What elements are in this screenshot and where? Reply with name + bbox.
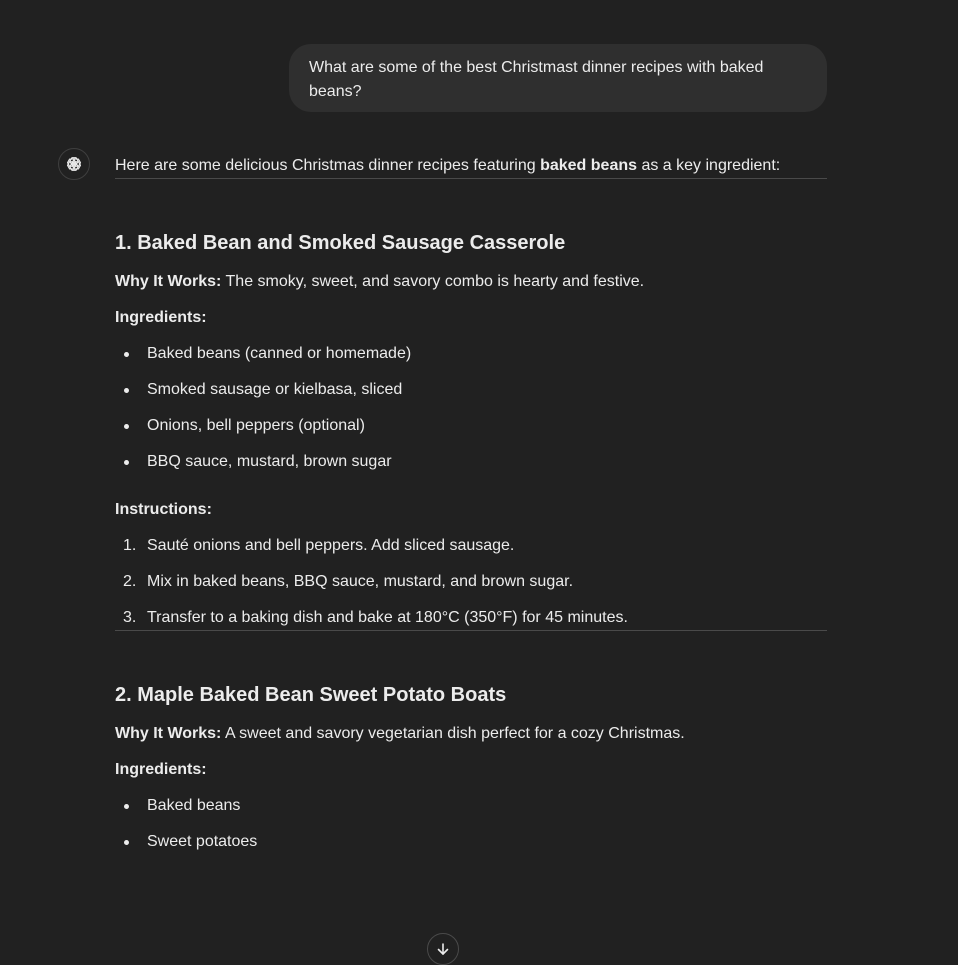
ingredient-item: Sweet potatoes [115,830,827,854]
arrow-down-icon [435,941,451,957]
step-text: Mix in baked beans, BBQ sauce, mustard, and brown sugar. [147,573,574,590]
instructions-list [115,534,827,630]
response-intro [115,154,827,178]
intro-text-bold: baked beans [540,157,638,174]
section-divider [115,178,827,179]
scroll-to-bottom-button[interactable] [427,933,459,965]
instruction-step [115,570,827,594]
instruction-step [115,606,827,630]
ingredients-list [115,342,827,474]
section-divider [115,630,827,631]
step-text: Transfer to a baking dish and bake at 180°C (350°F) for 45 minutes. [147,609,628,626]
openai-logo-icon [64,154,84,174]
ingredient-item: BBQ sauce, mustard, brown sugar [115,450,827,474]
why-it-works [115,270,827,294]
intro-text-after: as a key ingredient: [637,157,781,174]
instructions-label: Instructions: [115,501,212,518]
step-number: 1. [123,537,137,554]
intro-text-before: Here are some delicious Christmas dinner recipes featuring [115,157,541,174]
why-it-works-text: A sweet and savory vegetarian dish perfect for a cozy Christmas. [221,725,685,742]
ingredient-item: Baked beans [115,794,827,818]
why-it-works [115,722,827,746]
user-message-text: What are some of the best Christmast dinner recipes with baked beans? [309,59,764,100]
recipe-title: 2. Maple Baked Bean Sweet Potato Boats [115,684,507,706]
recipe-title: 1. Baked Bean and Smoked Sausage Casserole [115,232,566,254]
assistant-avatar [58,148,90,180]
user-message-bubble [289,44,827,112]
step-number: 3. [123,609,137,626]
why-it-works-label: Why It Works: [115,273,222,290]
assistant-response [115,154,827,854]
ingredient-item: Smoked sausage or kielbasa, sliced [115,378,827,402]
ingredient-item: Baked beans (canned or homemade) [115,342,827,366]
ingredients-label: Ingredients: [115,761,207,778]
instruction-step [115,534,827,558]
ingredient-item: Onions, bell peppers (optional) [115,414,827,438]
why-it-works-label: Why It Works: [115,725,222,742]
why-it-works-text: The smoky, sweet, and savory combo is hearty and festive. [221,273,645,290]
step-text: Sauté onions and bell peppers. Add sliced sausage. [147,537,515,554]
step-number: 2. [123,573,137,590]
ingredients-label: Ingredients: [115,309,207,326]
ingredients-list [115,794,827,854]
